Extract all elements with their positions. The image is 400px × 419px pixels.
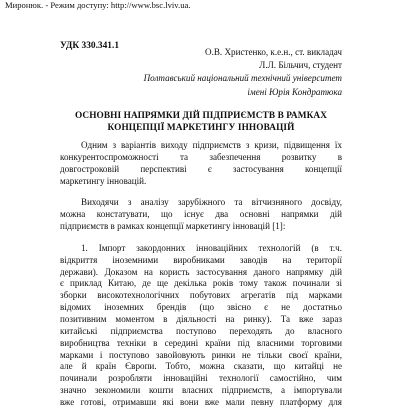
- body-text: [60, 140, 342, 419]
- author-line-2: Л.Л. Більчич, студент: [259, 60, 342, 71]
- affiliation-line-1: Полтавський національний технічний університет: [143, 73, 342, 84]
- body-paragraph: [60, 197, 342, 233]
- paragraph-line: виробництва техніки в середині країни під власними торговими: [60, 337, 342, 348]
- paragraph-line: підприємств в рамках концепції маркетингу інновацій [1]:: [60, 221, 286, 232]
- paragraph-line: держави). Доказом на користь застосування даного напрямку дій: [60, 266, 342, 277]
- paragraph-line: але й країн Європи. Тобто, можна сказати, що китайці не: [60, 361, 342, 372]
- affiliation-line-2: імені Юрія Кондратюка: [247, 86, 342, 97]
- body-paragraph: [60, 140, 342, 187]
- paragraph-line: значно зекономили кошти власних підприємств, а імпортували: [60, 385, 342, 396]
- paragraph-line: вже готові, отримавши які вони вже мали певну платформу для: [60, 396, 342, 407]
- paragraph-line: відомих іноземних брендів (що звісно є не достатньо: [60, 302, 342, 313]
- paragraph-line: довгостроковій перспективі є застосування концепції: [60, 163, 342, 174]
- author-block: [82, 46, 342, 99]
- udk-code: УДК 330.341.1: [60, 41, 120, 51]
- paragraph-line: 1. Імпорт закордонних інноваційних технологій (в т.ч.: [81, 242, 342, 253]
- paragraph-line: зборки високотехнологічних побутових агрегатів під марками: [60, 290, 342, 301]
- paragraph-line: конкурентоспроможності та забезпечення розвитку в: [60, 151, 342, 162]
- title-line-2: КОНЦЕПЦІЇ МАРКЕТИНГУ ІННОВАЦІЙ: [107, 122, 295, 133]
- paragraph-line: маркетингу інновацій.: [60, 175, 147, 186]
- paragraph-line: починали розробляти інноваційні технології самостійно, чим: [60, 373, 342, 384]
- paper-title: [60, 111, 342, 134]
- title-line-1: ОСНОВНІ НАПРЯМКИ ДІЙ ПІДПРИЄМСТВ В РАМКАХ: [74, 111, 328, 121]
- previous-reference-fragment: Миронюк. - Режим доступу: http://www.bsc.lviv.ua.: [5, 0, 191, 10]
- author-line-1: О.В. Христенко, к.е.н., ст. викладач: [205, 47, 342, 57]
- paragraph-line: позитивним моментом в діяльності на ринку). Та вже зараз: [60, 313, 342, 324]
- paragraph-line: китайські підприємства поступово переходять до власного: [60, 325, 342, 336]
- paragraph-line: Одним з варіантів виходу підприємств з кризи, підвищення їх: [81, 140, 342, 150]
- paragraph-line: марками і поступово завойовують ринки не тільки своєї країни,: [60, 349, 342, 360]
- paragraph-line: є приклад Китаю, де ще декілька років тому також починали зі: [60, 278, 342, 289]
- body-paragraph: [60, 243, 342, 409]
- paragraph-line: можна констатувати, що існує два основні напрямки дій: [60, 209, 342, 220]
- paragraph-line: Виходячи з аналізу зарубіжного та вітчизняного досвіду,: [81, 197, 342, 208]
- paragraph-line: відкриття іноземними виробниками заводів на території: [60, 254, 342, 265]
